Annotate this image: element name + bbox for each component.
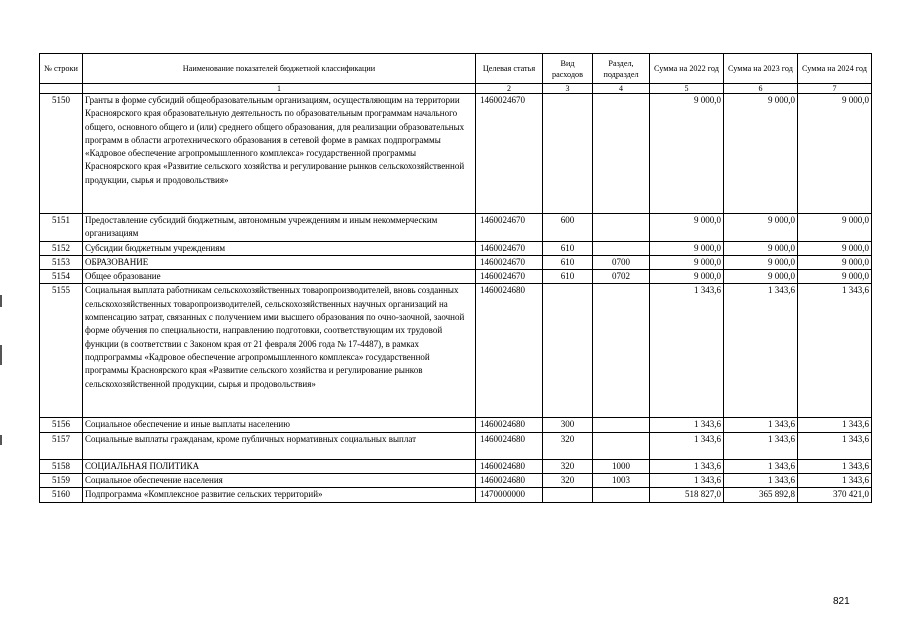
row-sum-2024: 370 421,0: [798, 488, 872, 502]
row-sum-2022: 1 343,6: [650, 459, 724, 473]
row-target: 1470000000: [476, 488, 543, 502]
column-number: 2: [476, 84, 543, 94]
page-number: 821: [833, 596, 850, 607]
row-target: 1460024680: [476, 418, 543, 432]
row-expense: [543, 94, 593, 214]
table-row: [40, 255, 872, 269]
table-row: [40, 94, 872, 214]
row-sum-2024: 9 000,0: [798, 255, 872, 269]
column-number: 5: [650, 84, 724, 94]
table-row: [40, 459, 872, 473]
row-target: 1460024670: [476, 255, 543, 269]
row-sum-2024: 1 343,6: [798, 432, 872, 459]
row-sum-2024: 1 343,6: [798, 284, 872, 418]
row-section: 0700: [593, 255, 650, 269]
row-name: Субсидии бюджетным учреждениям: [83, 241, 476, 255]
row-section: 1000: [593, 459, 650, 473]
row-expense: 320: [543, 474, 593, 488]
row-section: [593, 241, 650, 255]
row-expense: 610: [543, 255, 593, 269]
header-sum-2023: Сумма на 2023 год: [724, 54, 798, 84]
table-row: [40, 488, 872, 502]
row-target: 1460024670: [476, 241, 543, 255]
column-number: 6: [724, 84, 798, 94]
row-sum-2022: 1 343,6: [650, 284, 724, 418]
header-sum-2024: Сумма на 2024 год: [798, 54, 872, 84]
row-number: 5155: [40, 284, 83, 418]
row-section: [593, 284, 650, 418]
row-sum-2023: 9 000,0: [724, 214, 798, 242]
row-sum-2024: 1 343,6: [798, 474, 872, 488]
row-number: 5156: [40, 418, 83, 432]
header-expense-type: Вид расходов: [543, 54, 593, 84]
row-target: 1460024680: [476, 459, 543, 473]
row-sum-2023: 9 000,0: [724, 241, 798, 255]
header-name: Наименование показателей бюджетной классификации: [83, 54, 476, 84]
row-section: [593, 418, 650, 432]
row-sum-2022: 1 343,6: [650, 432, 724, 459]
row-name: Социальное обеспечение и иные выплаты населению: [83, 418, 476, 432]
row-target: 1460024670: [476, 270, 543, 284]
row-expense: 320: [543, 432, 593, 459]
row-number: 5160: [40, 488, 83, 502]
row-sum-2023: 1 343,6: [724, 432, 798, 459]
row-number: 5158: [40, 459, 83, 473]
row-section: 1003: [593, 474, 650, 488]
row-name: ОБРАЗОВАНИЕ: [83, 255, 476, 269]
row-sum-2023: 9 000,0: [724, 270, 798, 284]
row-target: 1460024680: [476, 432, 543, 459]
row-expense: 320: [543, 459, 593, 473]
row-target: 1460024670: [476, 214, 543, 242]
row-sum-2023: 365 892,8: [724, 488, 798, 502]
row-target: 1460024670: [476, 94, 543, 214]
row-section: [593, 214, 650, 242]
column-number: 4: [593, 84, 650, 94]
row-sum-2024: 9 000,0: [798, 241, 872, 255]
row-sum-2023: 1 343,6: [724, 474, 798, 488]
row-sum-2024: 1 343,6: [798, 418, 872, 432]
row-sum-2022: 518 827,0: [650, 488, 724, 502]
row-section: [593, 432, 650, 459]
row-number: 5152: [40, 241, 83, 255]
row-expense: 610: [543, 241, 593, 255]
row-sum-2022: 9 000,0: [650, 241, 724, 255]
table-header-row: [40, 54, 872, 84]
row-sum-2023: 9 000,0: [724, 255, 798, 269]
row-expense: [543, 284, 593, 418]
row-number: 5154: [40, 270, 83, 284]
budget-table: [39, 53, 872, 503]
header-sum-2022: Сумма на 2022 год: [650, 54, 724, 84]
row-sum-2023: 1 343,6: [724, 418, 798, 432]
row-sum-2022: 9 000,0: [650, 214, 724, 242]
table-row: [40, 270, 872, 284]
row-number: 5157: [40, 432, 83, 459]
column-number: [40, 84, 83, 94]
row-sum-2024: 1 343,6: [798, 459, 872, 473]
header-section: Раздел, подраздел: [593, 54, 650, 84]
row-sum-2022: 9 000,0: [650, 270, 724, 284]
scan-mark: [0, 435, 2, 445]
row-name: Социальное обеспечение населения: [83, 474, 476, 488]
row-expense: 610: [543, 270, 593, 284]
row-number: 5153: [40, 255, 83, 269]
row-target: 1460024680: [476, 284, 543, 418]
column-number: 3: [543, 84, 593, 94]
row-expense: 300: [543, 418, 593, 432]
row-sum-2023: 1 343,6: [724, 284, 798, 418]
row-number: 5159: [40, 474, 83, 488]
column-number: 7: [798, 84, 872, 94]
row-name: Общее образование: [83, 270, 476, 284]
row-sum-2023: 1 343,6: [724, 459, 798, 473]
row-name: Социальная выплата работникам сельскохозяйственных товаропроизводителей, вновь созданных сельскохозяйственных товаропроизводителей, сельскохозяйственных научных организаций на компенсацию затрат, связанных с получением ими высшего образования по очно-заочной, заочной форме обучения по специальности, направлению подготовки, соответствующим их трудовой функции (в соответствии с Законом края от 21 февраля 2006 года № 17-4487), в рамках подпрограммы «Кадровое обеспечение агропромышленного комплекса» государственной программы Красноярского края «Развитие сельского хозяйства и регулирование рынков сельскохозяйственной продукции, сырья и продовольствия»: [83, 284, 476, 418]
row-expense: [543, 488, 593, 502]
scan-mark: [0, 345, 2, 365]
column-numbers-row: [40, 84, 872, 94]
table-row: [40, 418, 872, 432]
table-row: [40, 284, 872, 418]
table-row: [40, 214, 872, 242]
column-number: 1: [83, 84, 476, 94]
row-target: 1460024680: [476, 474, 543, 488]
table-row: [40, 474, 872, 488]
row-section: 0702: [593, 270, 650, 284]
row-name: Гранты в форме субсидий общеобразовательным организациям, осуществляющим на территории Красноярского края образовательную деятельность по образовательным программам начального общего, основного общего и (или) среднего общего образования, для реализации образовательных программ в области агротехнического образования в сетевой форме в рамках подпрограммы «Кадровое обеспечение агропромышленного комплекса» государственной программы Красноярского края «Развитие сельского хозяйства и регулирование рынков сельскохозяйственной продукции, сырья и продовольствия»: [83, 94, 476, 214]
row-sum-2024: 9 000,0: [798, 94, 872, 214]
table-row: [40, 432, 872, 459]
row-number: 5151: [40, 214, 83, 242]
row-name: Предоставление субсидий бюджетным, автономным учреждениям и иным некоммерческим организациям: [83, 214, 476, 242]
row-sum-2022: 1 343,6: [650, 474, 724, 488]
row-expense: 600: [543, 214, 593, 242]
header-target: Целевая статья: [476, 54, 543, 84]
scan-mark: [0, 295, 2, 307]
row-name: Социальные выплаты гражданам, кроме публичных нормативных социальных выплат: [83, 432, 476, 459]
row-sum-2024: 9 000,0: [798, 214, 872, 242]
row-sum-2022: 9 000,0: [650, 94, 724, 214]
row-name: СОЦИАЛЬНАЯ ПОЛИТИКА: [83, 459, 476, 473]
row-sum-2023: 9 000,0: [724, 94, 798, 214]
row-name: Подпрограмма «Комплексное развитие сельских территорий»: [83, 488, 476, 502]
row-sum-2022: 1 343,6: [650, 418, 724, 432]
row-sum-2022: 9 000,0: [650, 255, 724, 269]
header-row-no: № строки: [40, 54, 83, 84]
table-row: [40, 241, 872, 255]
row-section: [593, 94, 650, 214]
row-section: [593, 488, 650, 502]
row-number: 5150: [40, 94, 83, 214]
row-sum-2024: 9 000,0: [798, 270, 872, 284]
